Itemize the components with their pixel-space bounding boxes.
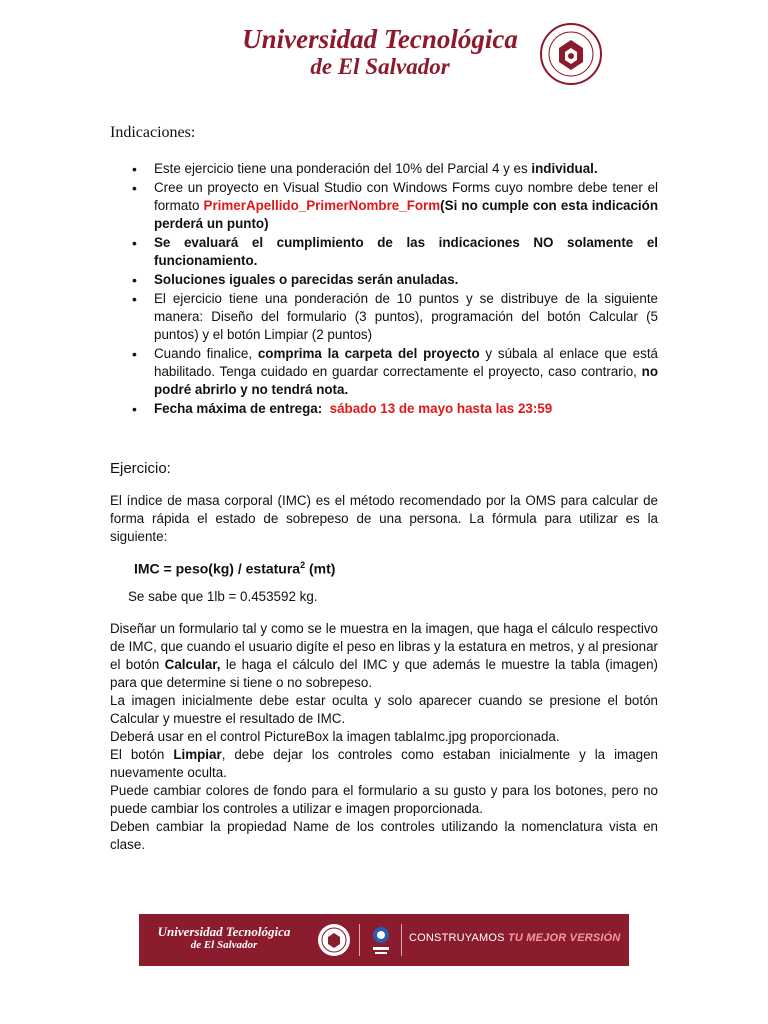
formula-exponent: 2: [300, 560, 306, 570]
conversion-note: Se sabe que 1lb = 0.453592 kg.: [128, 588, 318, 604]
paragraph-text: , debe dejar los controles como estaban inicialmente y la imagen nuevamente oculta.: [110, 746, 658, 780]
list-item-text: Cuando finalice,: [154, 346, 258, 361]
paragraph: La imagen inicialmente debe estar oculta y solo aparecer cuando se presione el botón Calcular y muestre el resultado de IMC.: [110, 692, 658, 726]
list-item: [110, 179, 658, 233]
list-item-text: El ejercicio tiene una ponderación de 10 puntos y se distribuye de la siguiente manera: Diseño del formulario (3 puntos), programación del botón Calcular (5 puntos) y el botón Limpiar (2 puntos): [154, 291, 658, 342]
indicaciones-list: [110, 160, 658, 418]
project-name-format: PrimerApellido_PrimerNombre_Form: [203, 198, 441, 213]
page-header: [0, 0, 768, 110]
indicaciones-heading: Indicaciones:: [110, 124, 196, 141]
paragraph: Deben cambiar la propiedad Name de los controles utilizando la nomenclatura vista en clase.: [110, 818, 658, 852]
paragraph-text: le haga el cálculo del IMC y que además le muestre la tabla (imagen) para que determine si tiene o no sobrepeso.: [110, 656, 658, 690]
imc-formula: [134, 556, 658, 578]
limpiar-label: Limpiar: [173, 746, 222, 762]
slogan-highlight: TU MEJOR VERSIÓN: [507, 932, 621, 944]
list-item-bold: comprima la carpeta del proyecto: [257, 346, 480, 361]
list-item-bold: Soluciones iguales o parecidas serán anuladas.: [154, 272, 459, 287]
footer-emblem-icon: [368, 923, 394, 957]
document-body: [110, 120, 658, 854]
list-item: [110, 160, 658, 178]
paragraph-text: Diseñar un formulario tal y como se le muestra en la imagen, que haga el cálculo respectivo de IMC, que cuando el usuario digíte el peso en libras y la estatura en metros, y al presionar el botón: [110, 620, 658, 672]
footer-divider: [401, 924, 402, 956]
paragraph: [110, 620, 658, 692]
footer-seal-icon: [317, 923, 351, 957]
list-item: [110, 345, 658, 399]
paragraph-text: El botón: [110, 746, 174, 762]
university-logo-text: [230, 24, 530, 80]
paragraph: Deberá usar en el control PictureBox la imagen tablaImc.jpg proporcionada.: [110, 728, 560, 744]
list-item: [110, 234, 658, 270]
list-item: [110, 400, 658, 418]
footer-university-text: [139, 924, 309, 952]
university-seal-icon: [539, 22, 603, 86]
list-item: [110, 271, 658, 289]
paragraph: [110, 746, 658, 782]
list-item-bold: individual.: [531, 161, 598, 176]
slogan-part: CONSTRUYAMOS: [409, 932, 508, 944]
list-item-text: Este ejercicio tiene una ponderación del 10% del Parcial 4 y es: [154, 161, 532, 176]
university-name-line1: Universidad Tecnológica: [242, 24, 518, 54]
list-item-bold: (Si no cumple con esta indicación perderá un punto): [154, 198, 658, 231]
calcular-label: Calcular,: [164, 656, 221, 672]
footer-slogan: [409, 932, 621, 944]
deadline-date: sábado 13 de mayo hasta las 23:59: [329, 401, 553, 416]
list-item-text: Cree un proyecto en Visual Studio con Windows Forms cuyo nombre debe tener el formato: [154, 180, 658, 213]
footer-name-line1: Universidad Tecnológica: [157, 924, 291, 939]
formula-right: (mt): [305, 560, 336, 577]
list-item-bold: no podré abrirlo y no tendrá nota.: [154, 364, 658, 397]
paragraph: Puede cambiar colores de fondo para el formulario a su gusto y para los botones, pero no puede cambiar los controles a utilizar e imagen proporcionada.: [110, 782, 658, 816]
footer-divider: [359, 924, 360, 956]
list-item-text: y súbala al enlace que está habilitado. Tenga cuidado en guardar correctamente el proyecto, caso contrario,: [154, 346, 658, 379]
university-name-line2: de El Salvador: [310, 54, 450, 79]
formula-left: IMC = peso(kg) / estatura: [134, 560, 301, 577]
footer-name-line2: de El Salvador: [190, 939, 258, 951]
ejercicio-heading: Ejercicio:: [110, 460, 171, 477]
footer-banner: [139, 914, 629, 966]
deadline-label: Fecha máxima de entrega:: [154, 401, 323, 416]
list-item-bold: Se evaluará el cumplimiento de las indicaciones NO solamente el funcionamiento.: [154, 235, 658, 268]
list-item: [110, 290, 658, 344]
ejercicio-intro: El índice de masa corporal (IMC) es el método recomendado por la OMS para calcular de forma rápida el estado de sobrepeso de una persona. La fórmula para utilizar es la siguiente:: [110, 493, 658, 544]
